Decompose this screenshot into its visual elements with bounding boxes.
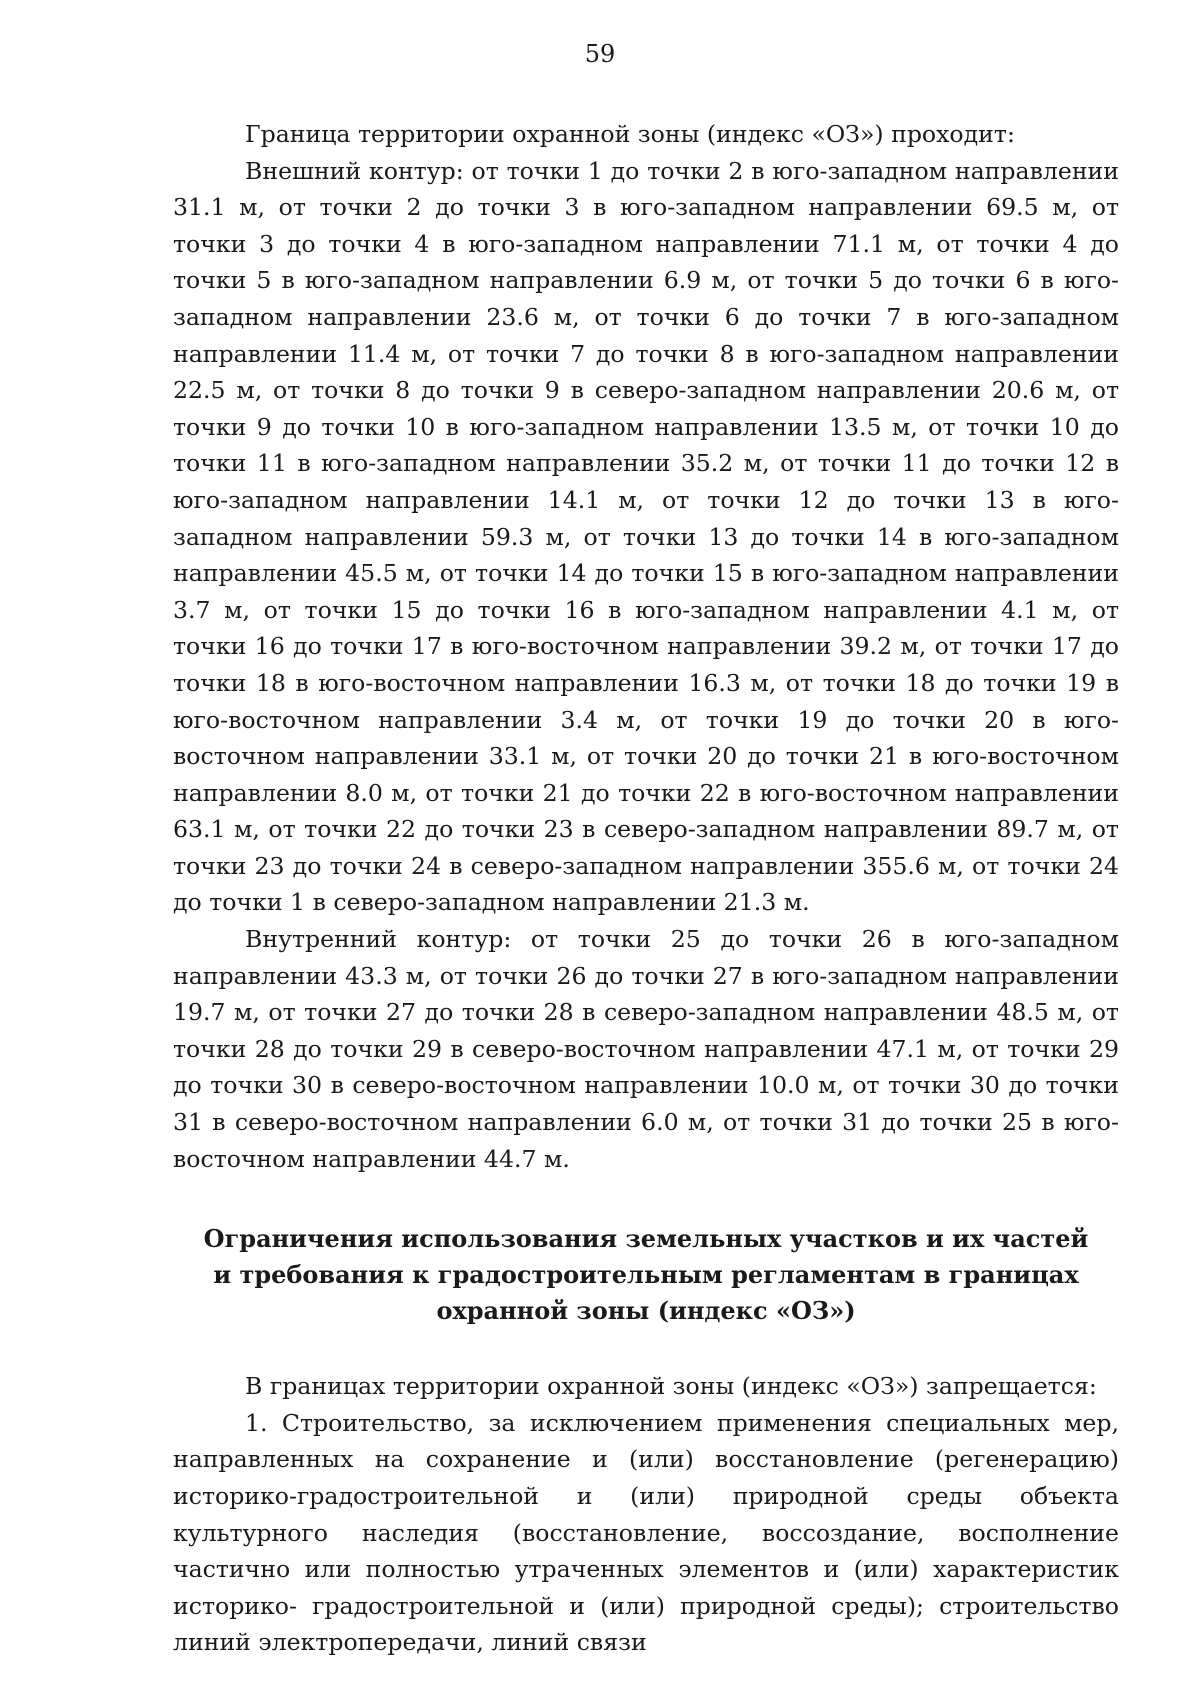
section-heading bbox=[173, 1221, 1119, 1329]
paragraph-item-1: 1. Строительство, за исключением применения специальных мер, направленных на сохранение и (или) восстановление (регенерацию) историко-градостроительной и (или) природной среды объекта культурного наследия (восстановление, воссоздание, восполнение частично или полностью утраченных элементов и (или) характеристик историко- градостроительной и (или) природной среды); строительство линий электропередачи, линий связи bbox=[173, 1408, 1119, 1657]
paragraph-outer-contour: Внешний контур: от точки 1 до точки 2 в юго-западном направлении 31.1 м, от точки 2 до точки 3 в юго-западном направлении 69.5 м, от точки 3 до точки 4 в юго-западном направлении 71.1 м, от точки 4 до точки 5 в юго-западном направлении 6.9 м, от точки 5 до точки 6 в юго-западном направлении 23.6 м, от точки 6 до точки 7 в юго-западном направлении 11.4 м, от точки 7 до точки 8 в юго-западном направлении 22.5 м, от точки 8 до точки 9 в северо-западном направлении 20.6 м, от точки 9 до точки 10 в юго-западном направлении 13.5 м, от точки 10 до точки 11 в юго-западном направлении 35.2 м, от точки 11 до точки 12 в юго-западном направлении 14.1 м, от точки 12 до точки 13 в юго-западном направлении 59.3 м, от точки 13 до точки 14 в юго-западном направлении 45.5 м, от точки 14 до точки 15 в юго-западном направлении 3.7 м, от точки 15 до точки 16 в юго-западном направлении 4.1 м, от точки 16 до точки 17 в юго-восточном направлении 39.2 м, от точки 17 до точки 18 в юго-восточном направлении 16.3 м, от точки 18 до точки 19 в юго-восточном направлении 3.4 м, от точки 19 до точки 20 в юго-восточном направлении 33.1 м, от точки 20 до точки 21 в юго-восточном направлении 8.0 м, от точки 21 до точки 22 в юго-восточном направлении 63.1 м, от точки 22 до точки 23 в северо-западном направлении 89.7 м, от точки 23 до точки 24 в северо-западном направлении 355.6 м, от точки 24 до точки 1 в северо-западном направлении 21.3 м. bbox=[173, 156, 1119, 917]
paragraph-prohibited-intro: В границах территории охранной зоны (индекс «ОЗ») запрещается: bbox=[245, 1372, 1097, 1401]
section-heading-line: охранной зоны (индекс «ОЗ») bbox=[436, 1296, 856, 1326]
paragraph-border-intro: Граница территории охранной зоны (индекс «ОЗ») проходит: bbox=[245, 120, 1015, 148]
paragraph-inner-contour: Внутренний контур: от точки 25 до точки 26 в юго-западном направлении 43.3 м, от точки 26 до точки 27 в юго-западном направлении 19.7 м, от точки 27 до точки 28 в северо-западном направлении 48.5 м, от точки 28 до точки 29 в северо-восточном направлении 47.1 м, от точки 29 до точки 30 в северо-восточном направлении 10.0 м, от точки 30 до точки 31 в северо-восточном направлении 6.0 м, от точки 31 до точки 25 в юго-восточном направлении 44.7 м. bbox=[173, 925, 1119, 1173]
document-body bbox=[173, 116, 1119, 1661]
page-number: 59 bbox=[584, 40, 616, 68]
section-heading-line: Ограничения использования земельных участков и их частей bbox=[203, 1224, 1089, 1254]
section-heading-line: и требования к градостроительным регламентам в границах bbox=[213, 1260, 1079, 1290]
